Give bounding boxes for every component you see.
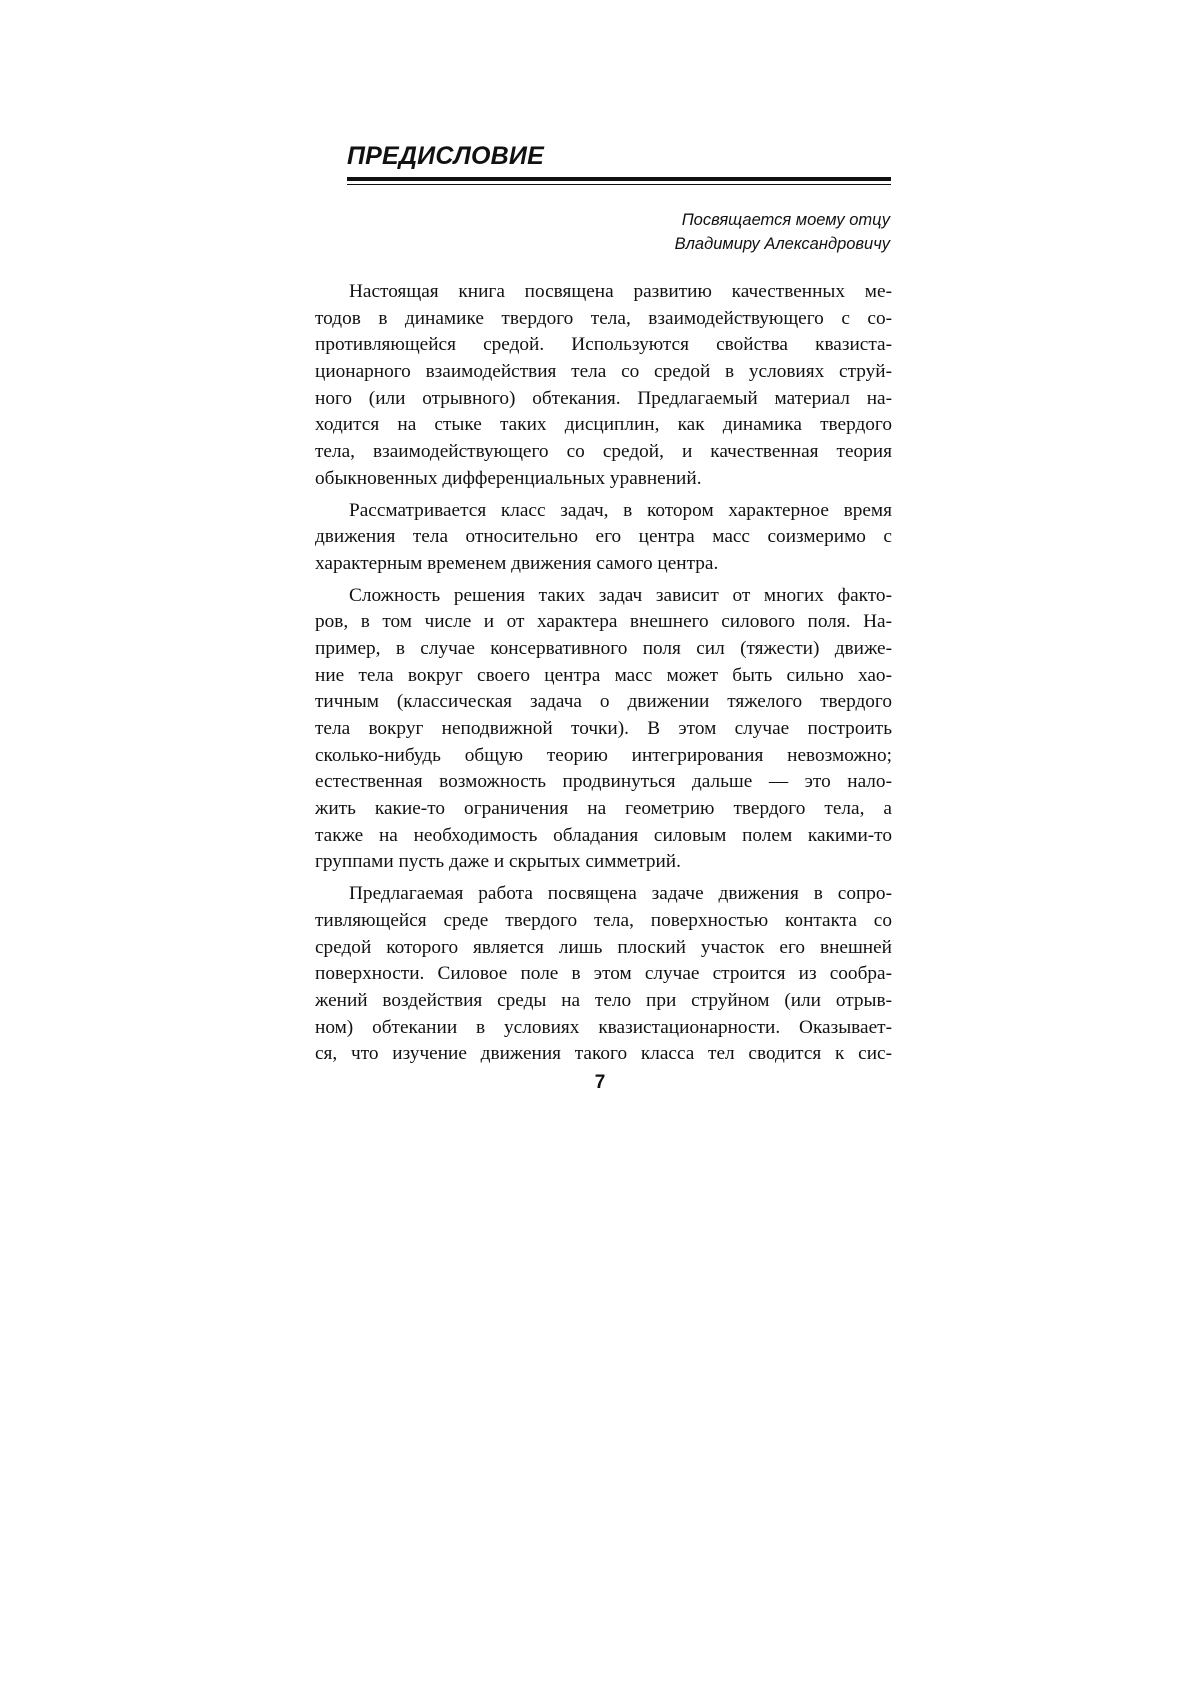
text-line: ционарного взаимодействия тела со средой в условиях струй- [315,361,892,383]
page-number: 7 [594,1072,606,1093]
text-line: ном) обтекании в условиях квазистационарности. Оказывает- [315,1016,892,1038]
text-line: жить какие-то ограничения на геометрию твердого тела, а [315,798,892,820]
chapter-heading: ПРЕДИСЛОВИЕ [347,142,544,170]
text-line: характерным временем движения самого центра. [315,552,719,574]
body-text [315,279,892,1068]
text-line: Рассматривается класс задач, в котором характерное время [349,499,892,521]
text-line: поверхности. Силовое поле в этом случае строится из сообра- [315,963,892,985]
dedication-line: Посвящается моему отцу [681,211,890,229]
text-line: тодов в динамике твердого тела, взаимодействующего с со- [315,307,892,329]
heading-rule-thick [347,177,891,181]
text-line: тивляющейся среде твердого тела, поверхностью контакта со [315,909,892,931]
text-line: группами пусть даже и скрытых симметрий. [315,851,681,873]
text-line: пример, в случае консервативного поля сил (тяжести) движе- [315,637,892,659]
heading-rule-thin [347,184,891,185]
text-line: движения тела относительно его центра масс соизмеримо с [315,526,892,548]
text-line: также на необходимость обладания силовым полем какими-то [315,824,892,846]
text-line: ходится на стыке таких дисциплин, как динамика твердого [315,414,892,436]
text-line: сколько-нибудь общую теорию интегрирования невозможно; [315,744,892,766]
paragraph [315,498,892,578]
text-line: ние тела вокруг своего центра масс может быть сильно хао- [315,664,892,686]
text-line: жений воздействия среды на тело при струйном (или отрыв- [315,989,892,1011]
text-line: тичным (классическая задача о движении тяжелого твердого [315,691,892,713]
text-line: естественная возможность продвинуться дальше — это нало- [315,771,892,793]
text-line: Настоящая книга посвящена развитию качественных ме- [349,281,892,302]
text-line: Сложность решения таких задач зависит от многих факто- [349,584,892,606]
text-line: тела вокруг неподвижной точки). В этом случае построить [315,718,892,739]
text-line: ров, в том числе и от характера внешнего силового поля. На- [315,611,892,633]
text-line: ного (или отрывного) обтекания. Предлагаемый материал на- [315,387,892,409]
paragraph [315,279,892,493]
paragraph [315,583,892,877]
dedication [550,208,890,256]
text-line: обыкновенных дифференциальных уравнений. [315,467,702,489]
text-line: средой которого является лишь плоский участок его внешней [315,936,892,958]
text-line: ся, что изучение движения такого класса тел сводится к сис- [315,1043,892,1065]
text-line: тела, взаимодействующего со средой, и качественная теория [315,441,892,463]
text-line: противляющейся средой. Используются свойства квазиста- [315,334,892,356]
paragraph [315,881,892,1068]
text-line: Предлагаемая работа посвящена задаче движения в сопро- [349,883,892,905]
dedication-line: Владимиру Александровичу [674,235,890,253]
